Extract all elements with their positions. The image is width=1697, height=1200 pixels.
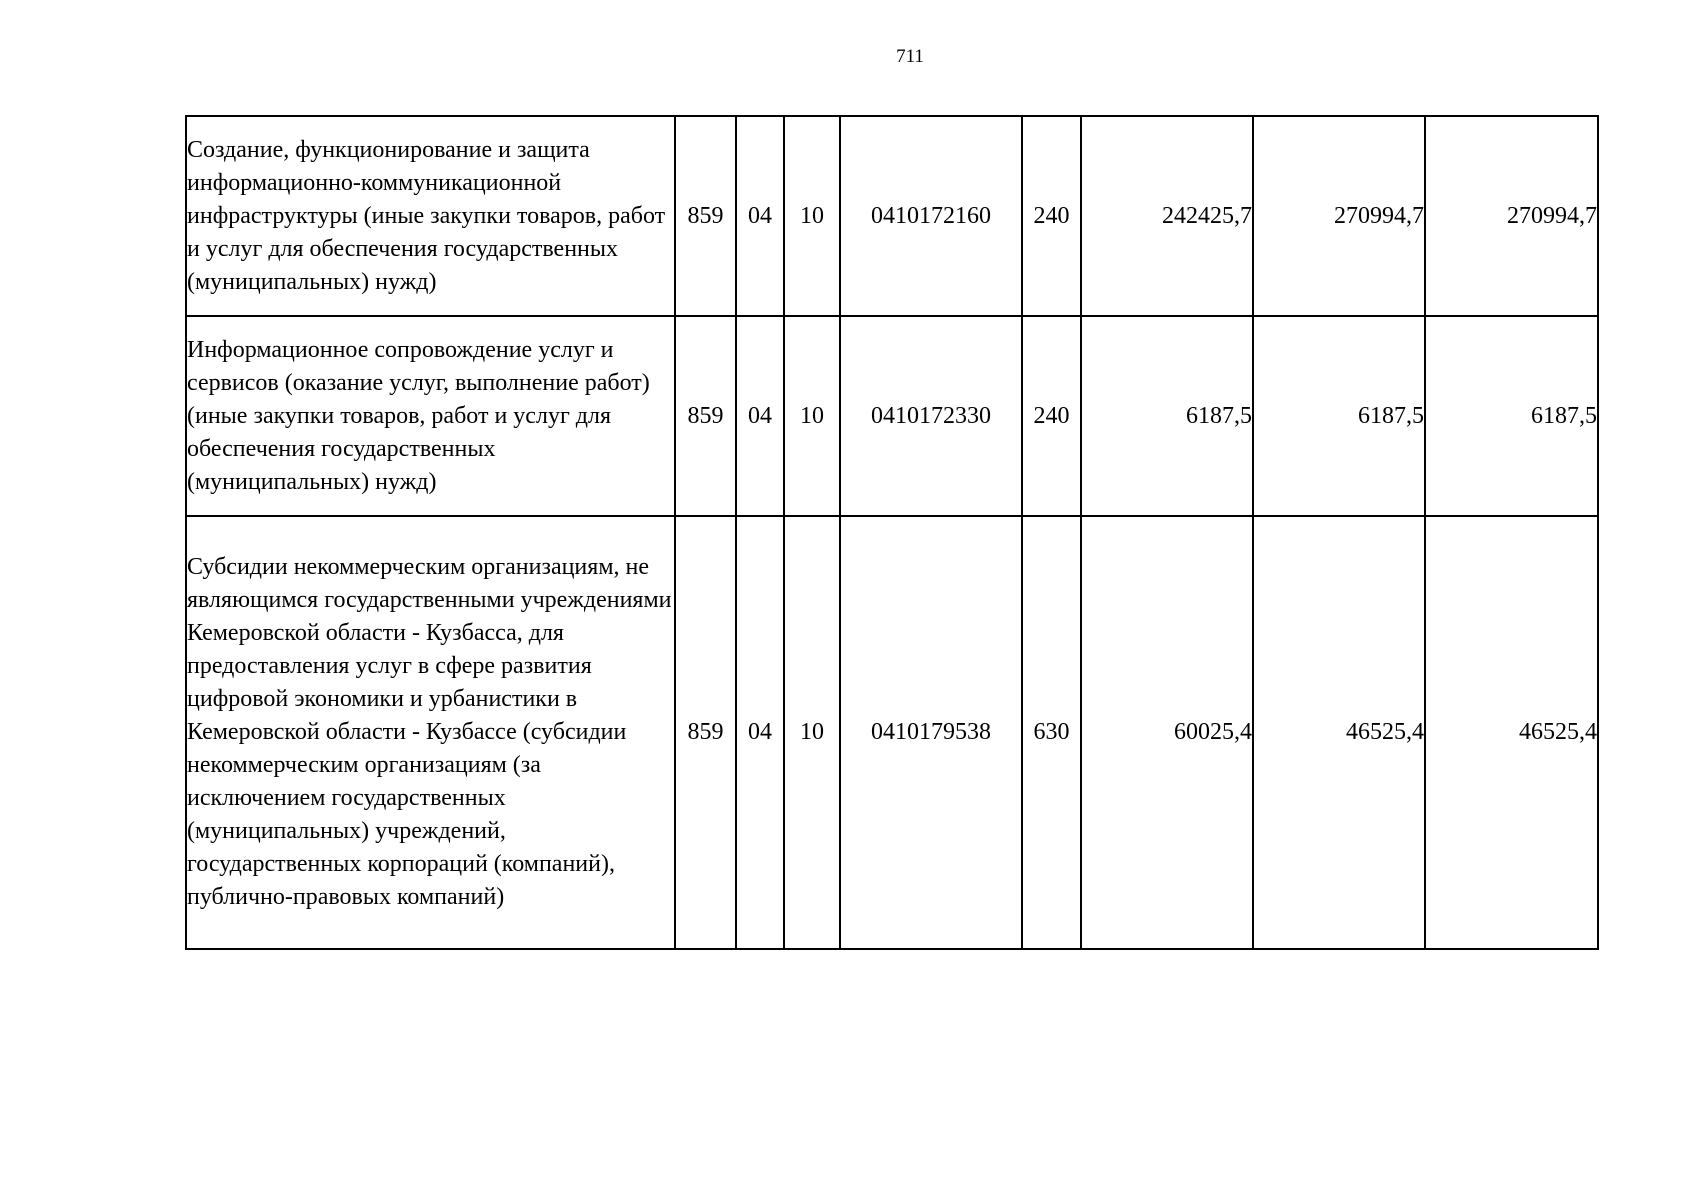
amount-year-1: 242425,7 — [1081, 116, 1253, 316]
table-row — [186, 116, 1598, 316]
target-article-code: 0410172330 — [840, 316, 1022, 516]
amount-year-3: 6187,5 — [1425, 316, 1598, 516]
table-row — [186, 316, 1598, 516]
amount-year-2: 270994,7 — [1253, 116, 1425, 316]
expense-type-code: 240 — [1022, 316, 1081, 516]
amount-year-1: 6187,5 — [1081, 316, 1253, 516]
expense-type-code: 630 — [1022, 516, 1081, 949]
ministry-code: 859 — [675, 516, 736, 949]
expense-type-code: 240 — [1022, 116, 1081, 316]
amount-year-2: 6187,5 — [1253, 316, 1425, 516]
amount-year-3: 270994,7 — [1425, 116, 1598, 316]
target-article-code: 0410179538 — [840, 516, 1022, 949]
subsection-code: 10 — [784, 516, 840, 949]
row-description: Создание, функционирование и защита информационно-коммуникационной инфраструктуры (иные закупки товаров, работ и услуг для обеспечения государственных (муниципальных) нужд) — [186, 116, 675, 316]
target-article-code: 0410172160 — [840, 116, 1022, 316]
section-code: 04 — [736, 116, 784, 316]
subsection-code: 10 — [784, 316, 840, 516]
table-row — [186, 516, 1598, 949]
amount-year-1: 60025,4 — [1081, 516, 1253, 949]
amount-year-3: 46525,4 — [1425, 516, 1598, 949]
row-description: Информационное сопровождение услуг и сервисов (оказание услуг, выполнение работ) (иные закупки товаров, работ и услуг для обеспечения государственных (муниципальных) нужд) — [186, 316, 675, 516]
section-code: 04 — [736, 516, 784, 949]
subsection-code: 10 — [784, 116, 840, 316]
ministry-code: 859 — [675, 116, 736, 316]
row-description: Субсидии некоммерческим организациям, не являющимся государственными учреждениями Кемеровской области - Кузбасса, для предоставления услуг в сфере развития цифровой экономики и урбанистики в Кемеровской области - Кузбассе (субсидии некоммерческим организациям (за исключением государственных (муниципальных) учреждений, государственных корпораций (компаний), публично-правовых компаний) — [186, 516, 675, 949]
budget-table — [185, 115, 1599, 950]
ministry-code: 859 — [675, 316, 736, 516]
section-code: 04 — [736, 316, 784, 516]
amount-year-2: 46525,4 — [1253, 516, 1425, 949]
page-number: 711 — [896, 46, 924, 67]
